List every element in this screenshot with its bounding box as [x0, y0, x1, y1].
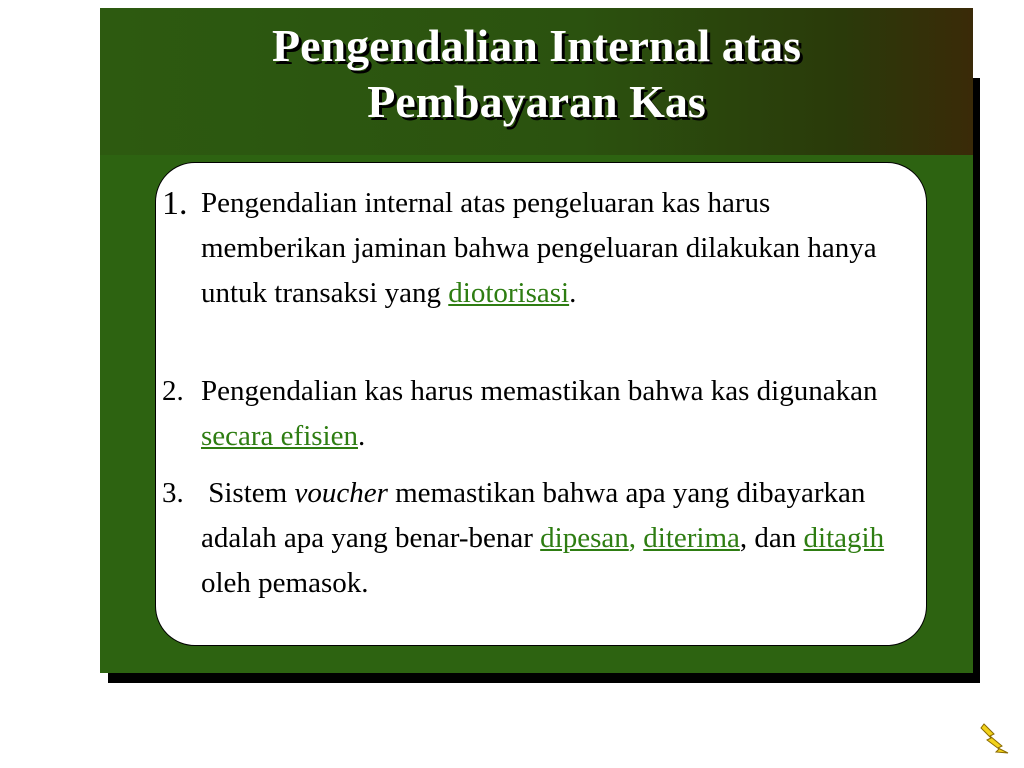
item-text-part: Pengendalian kas harus memastikan bahwa kas digunakan	[201, 375, 878, 407]
item-separator: , dan	[739, 522, 804, 554]
content-card	[155, 162, 927, 646]
item-separator: ,	[628, 522, 644, 554]
item-text-part: Sistem	[201, 477, 295, 509]
link-ditagih[interactable]: ditagih	[803, 522, 885, 554]
item-number: 2.	[162, 375, 184, 407]
item-text	[201, 181, 921, 316]
link-secara-efisien[interactable]: secara efisien	[201, 420, 358, 452]
item-text-part: memastikan bahwa apa yang dibayarkan adalah apa yang benar-benar	[201, 477, 866, 554]
item-text-part: Pengendalian internal atas pengeluaran kas harus memberikan jaminan bahwa pengeluaran dilakukan hanya untuk transaksi yang	[201, 187, 877, 309]
item-text-part: .	[357, 420, 366, 452]
title-line-1: Pengendalian Internal atas	[271, 20, 802, 71]
link-diotorisasi[interactable]: diotorisasi	[448, 277, 570, 309]
lightning-bolt-icon[interactable]	[980, 722, 1010, 754]
item-number: 1.	[162, 185, 188, 222]
item-text	[201, 369, 921, 459]
link-dipesan[interactable]: dipesan	[540, 522, 629, 554]
title-line-2: Pembayaran Kas	[367, 76, 706, 127]
item-text-part: oleh pemasok.	[201, 567, 369, 599]
item-number: 3.	[162, 477, 184, 509]
link-diterima[interactable]: diterima	[643, 522, 740, 554]
item-text-part: .	[569, 277, 577, 309]
item-text	[201, 471, 921, 606]
slide-title	[100, 18, 973, 130]
item-text-italic: voucher	[294, 477, 388, 509]
